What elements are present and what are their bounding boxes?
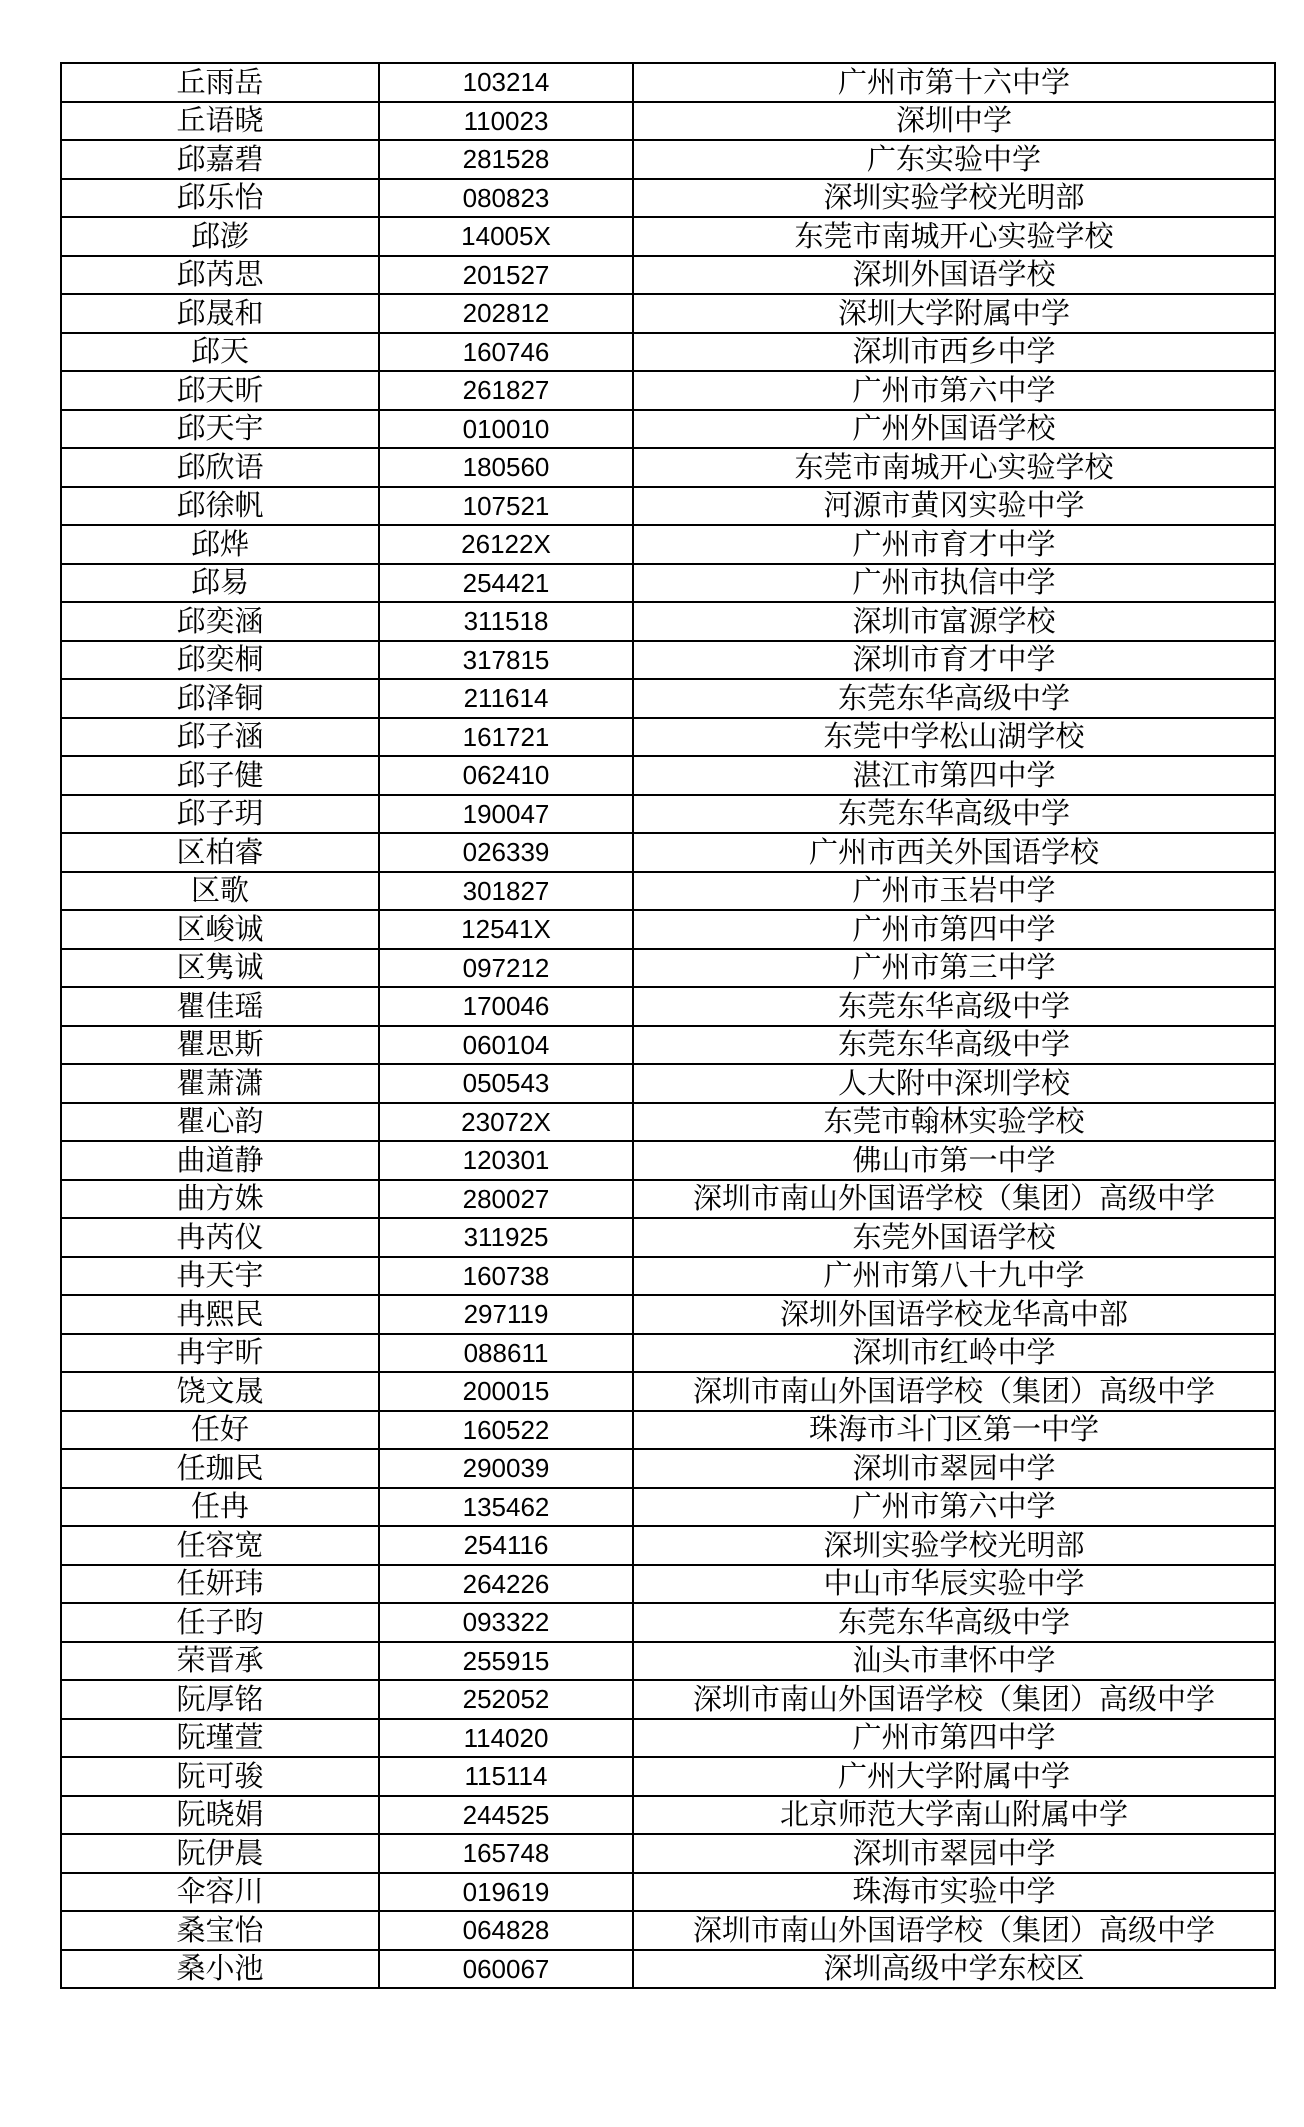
- student-id-cell: 165748: [379, 1834, 633, 1873]
- table-row: [61, 333, 1275, 372]
- student-name-cell: 任容宽: [61, 1526, 379, 1565]
- school-name-cell: 深圳高级中学东校区: [633, 1950, 1275, 1989]
- school-name-cell: 东莞东华高级中学: [633, 987, 1275, 1026]
- table-row: [61, 1180, 1275, 1219]
- table-row: [61, 949, 1275, 988]
- school-name-cell: 东莞外国语学校: [633, 1218, 1275, 1257]
- table-row: [61, 564, 1275, 603]
- table-row: [61, 1218, 1275, 1257]
- school-name-cell: 广州市第四中学: [633, 910, 1275, 949]
- school-name-cell: 深圳市翠园中学: [633, 1449, 1275, 1488]
- student-name-cell: 区歌: [61, 872, 379, 911]
- school-name-cell: 汕头市聿怀中学: [633, 1642, 1275, 1681]
- student-name-cell: 邱澎: [61, 217, 379, 256]
- school-name-cell: 广州市玉岩中学: [633, 872, 1275, 911]
- table-row: [61, 448, 1275, 487]
- school-name-cell: 东莞东华高级中学: [633, 1603, 1275, 1642]
- school-name-cell: 深圳实验学校光明部: [633, 1526, 1275, 1565]
- table-row: [61, 217, 1275, 256]
- school-name-cell: 深圳实验学校光明部: [633, 179, 1275, 218]
- student-name-cell: 任冉: [61, 1488, 379, 1527]
- table-row: [61, 1064, 1275, 1103]
- table-row: [61, 1295, 1275, 1334]
- student-name-cell: 邱欣语: [61, 448, 379, 487]
- student-id-cell: 050543: [379, 1064, 633, 1103]
- table-row: [61, 1950, 1275, 1989]
- school-name-cell: 广州市西关外国语学校: [633, 833, 1275, 872]
- school-name-cell: 人大附中深圳学校: [633, 1064, 1275, 1103]
- student-roster-table: [60, 62, 1276, 1989]
- student-id-cell: 110023: [379, 102, 633, 141]
- school-name-cell: 广州市第三中学: [633, 949, 1275, 988]
- student-id-cell: 060067: [379, 1950, 633, 1989]
- school-name-cell: 深圳大学附属中学: [633, 294, 1275, 333]
- table-row: [61, 910, 1275, 949]
- student-id-cell: 135462: [379, 1488, 633, 1527]
- school-name-cell: 深圳市红岭中学: [633, 1334, 1275, 1373]
- school-name-cell: 广州市第八十九中学: [633, 1257, 1275, 1296]
- student-id-cell: 12541X: [379, 910, 633, 949]
- student-name-cell: 冉芮仪: [61, 1218, 379, 1257]
- student-id-cell: 255915: [379, 1642, 633, 1681]
- document-page: [60, 62, 1274, 1989]
- school-name-cell: 东莞中学松山湖学校: [633, 718, 1275, 757]
- student-id-cell: 14005X: [379, 217, 633, 256]
- table-row: [61, 179, 1275, 218]
- student-id-cell: 180560: [379, 448, 633, 487]
- table-row: [61, 1372, 1275, 1411]
- school-name-cell: 东莞东华高级中学: [633, 679, 1275, 718]
- school-name-cell: 东莞东华高级中学: [633, 1026, 1275, 1065]
- table-row: [61, 1757, 1275, 1796]
- table-row: [61, 1257, 1275, 1296]
- student-name-cell: 瞿思斯: [61, 1026, 379, 1065]
- student-id-cell: 301827: [379, 872, 633, 911]
- student-id-cell: 026339: [379, 833, 633, 872]
- student-name-cell: 邱晟和: [61, 294, 379, 333]
- student-name-cell: 阮瑾萱: [61, 1719, 379, 1758]
- school-name-cell: 广州市第六中学: [633, 1488, 1275, 1527]
- student-id-cell: 290039: [379, 1449, 633, 1488]
- school-name-cell: 珠海市斗门区第一中学: [633, 1411, 1275, 1450]
- table-row: [61, 1026, 1275, 1065]
- table-row: [61, 1526, 1275, 1565]
- school-name-cell: 广州市育才中学: [633, 525, 1275, 564]
- student-name-cell: 曲道静: [61, 1141, 379, 1180]
- student-id-cell: 254116: [379, 1526, 633, 1565]
- student-name-cell: 伞容川: [61, 1873, 379, 1912]
- table-row: [61, 602, 1275, 641]
- school-name-cell: 珠海市实验中学: [633, 1873, 1275, 1912]
- student-name-cell: 瞿萧潇: [61, 1064, 379, 1103]
- student-name-cell: 桑宝怡: [61, 1911, 379, 1950]
- table-row: [61, 63, 1275, 102]
- student-id-cell: 170046: [379, 987, 633, 1026]
- school-name-cell: 深圳中学: [633, 102, 1275, 141]
- table-row: [61, 795, 1275, 834]
- table-row: [61, 256, 1275, 295]
- table-row: [61, 1411, 1275, 1450]
- student-name-cell: 桑小池: [61, 1950, 379, 1989]
- student-id-cell: 311925: [379, 1218, 633, 1257]
- table-row: [61, 294, 1275, 333]
- student-id-cell: 107521: [379, 487, 633, 526]
- roster-body: [61, 63, 1275, 1988]
- student-id-cell: 115114: [379, 1757, 633, 1796]
- student-name-cell: 邱泽铜: [61, 679, 379, 718]
- student-name-cell: 阮晓娟: [61, 1796, 379, 1835]
- school-name-cell: 深圳市南山外国语学校（集团）高级中学: [633, 1180, 1275, 1219]
- school-name-cell: 东莞市南城开心实验学校: [633, 217, 1275, 256]
- table-row: [61, 679, 1275, 718]
- school-name-cell: 广东实验中学: [633, 140, 1275, 179]
- table-row: [61, 487, 1275, 526]
- table-row: [61, 1796, 1275, 1835]
- student-id-cell: 202812: [379, 294, 633, 333]
- student-id-cell: 019619: [379, 1873, 633, 1912]
- school-name-cell: 深圳市南山外国语学校（集团）高级中学: [633, 1911, 1275, 1950]
- table-row: [61, 833, 1275, 872]
- student-id-cell: 093322: [379, 1603, 633, 1642]
- school-name-cell: 东莞东华高级中学: [633, 795, 1275, 834]
- student-name-cell: 邱奕涵: [61, 602, 379, 641]
- student-id-cell: 114020: [379, 1719, 633, 1758]
- school-name-cell: 深圳市富源学校: [633, 602, 1275, 641]
- student-id-cell: 103214: [379, 63, 633, 102]
- table-row: [61, 756, 1275, 795]
- student-id-cell: 190047: [379, 795, 633, 834]
- student-name-cell: 邱乐怡: [61, 179, 379, 218]
- student-name-cell: 丘语晓: [61, 102, 379, 141]
- student-name-cell: 阮可骏: [61, 1757, 379, 1796]
- student-id-cell: 060104: [379, 1026, 633, 1065]
- student-id-cell: 311518: [379, 602, 633, 641]
- student-name-cell: 冉宇昕: [61, 1334, 379, 1373]
- student-id-cell: 281528: [379, 140, 633, 179]
- school-name-cell: 东莞市南城开心实验学校: [633, 448, 1275, 487]
- student-name-cell: 冉天宇: [61, 1257, 379, 1296]
- table-row: [61, 371, 1275, 410]
- table-row: [61, 718, 1275, 757]
- student-id-cell: 160738: [379, 1257, 633, 1296]
- student-name-cell: 邱天宇: [61, 410, 379, 449]
- student-id-cell: 010010: [379, 410, 633, 449]
- student-name-cell: 饶文晟: [61, 1372, 379, 1411]
- table-row: [61, 987, 1275, 1026]
- student-name-cell: 瞿心韵: [61, 1103, 379, 1142]
- student-id-cell: 161721: [379, 718, 633, 757]
- table-row: [61, 1680, 1275, 1719]
- student-id-cell: 120301: [379, 1141, 633, 1180]
- student-id-cell: 254421: [379, 564, 633, 603]
- student-name-cell: 曲方姝: [61, 1180, 379, 1219]
- table-row: [61, 1141, 1275, 1180]
- student-name-cell: 荣晋承: [61, 1642, 379, 1681]
- school-name-cell: 广州市执信中学: [633, 564, 1275, 603]
- school-name-cell: 湛江市第四中学: [633, 756, 1275, 795]
- student-name-cell: 邱子玥: [61, 795, 379, 834]
- school-name-cell: 广州市第十六中学: [633, 63, 1275, 102]
- table-row: [61, 1911, 1275, 1950]
- student-id-cell: 062410: [379, 756, 633, 795]
- student-id-cell: 261827: [379, 371, 633, 410]
- student-name-cell: 邱芮思: [61, 256, 379, 295]
- student-id-cell: 080823: [379, 179, 633, 218]
- student-id-cell: 297119: [379, 1295, 633, 1334]
- table-row: [61, 1834, 1275, 1873]
- student-name-cell: 邱天: [61, 333, 379, 372]
- school-name-cell: 广州市第四中学: [633, 1719, 1275, 1758]
- student-id-cell: 264226: [379, 1565, 633, 1604]
- school-name-cell: 深圳市西乡中学: [633, 333, 1275, 372]
- student-name-cell: 任好: [61, 1411, 379, 1450]
- student-name-cell: 邱烨: [61, 525, 379, 564]
- student-name-cell: 区峻诚: [61, 910, 379, 949]
- student-name-cell: 邱嘉碧: [61, 140, 379, 179]
- student-id-cell: 097212: [379, 949, 633, 988]
- table-row: [61, 1488, 1275, 1527]
- school-name-cell: 深圳市翠园中学: [633, 1834, 1275, 1873]
- table-row: [61, 1334, 1275, 1373]
- school-name-cell: 广州大学附属中学: [633, 1757, 1275, 1796]
- student-id-cell: 23072X: [379, 1103, 633, 1142]
- school-name-cell: 深圳外国语学校: [633, 256, 1275, 295]
- table-row: [61, 1603, 1275, 1642]
- school-name-cell: 河源市黄冈实验中学: [633, 487, 1275, 526]
- school-name-cell: 深圳市育才中学: [633, 641, 1275, 680]
- school-name-cell: 深圳市南山外国语学校（集团）高级中学: [633, 1372, 1275, 1411]
- student-name-cell: 阮厚铭: [61, 1680, 379, 1719]
- student-name-cell: 阮伊晨: [61, 1834, 379, 1873]
- table-row: [61, 1103, 1275, 1142]
- table-row: [61, 641, 1275, 680]
- student-name-cell: 邱天昕: [61, 371, 379, 410]
- school-name-cell: 东莞市翰林实验学校: [633, 1103, 1275, 1142]
- student-name-cell: 丘雨岳: [61, 63, 379, 102]
- school-name-cell: 广州市第六中学: [633, 371, 1275, 410]
- student-id-cell: 064828: [379, 1911, 633, 1950]
- student-name-cell: 任子昀: [61, 1603, 379, 1642]
- table-row: [61, 872, 1275, 911]
- student-name-cell: 邱徐帆: [61, 487, 379, 526]
- table-row: [61, 1719, 1275, 1758]
- student-name-cell: 任珈民: [61, 1449, 379, 1488]
- student-id-cell: 160522: [379, 1411, 633, 1450]
- student-id-cell: 201527: [379, 256, 633, 295]
- school-name-cell: 佛山市第一中学: [633, 1141, 1275, 1180]
- student-id-cell: 26122X: [379, 525, 633, 564]
- table-row: [61, 1449, 1275, 1488]
- student-name-cell: 区柏睿: [61, 833, 379, 872]
- table-row: [61, 1565, 1275, 1604]
- school-name-cell: 中山市华辰实验中学: [633, 1565, 1275, 1604]
- student-name-cell: 邱易: [61, 564, 379, 603]
- student-id-cell: 211614: [379, 679, 633, 718]
- student-id-cell: 160746: [379, 333, 633, 372]
- table-row: [61, 102, 1275, 141]
- school-name-cell: 北京师范大学南山附属中学: [633, 1796, 1275, 1835]
- student-name-cell: 邱子涵: [61, 718, 379, 757]
- table-row: [61, 140, 1275, 179]
- table-row: [61, 1873, 1275, 1912]
- school-name-cell: 广州外国语学校: [633, 410, 1275, 449]
- student-id-cell: 317815: [379, 641, 633, 680]
- student-id-cell: 252052: [379, 1680, 633, 1719]
- student-id-cell: 280027: [379, 1180, 633, 1219]
- table-row: [61, 1642, 1275, 1681]
- school-name-cell: 深圳外国语学校龙华高中部: [633, 1295, 1275, 1334]
- student-id-cell: 244525: [379, 1796, 633, 1835]
- student-name-cell: 任妍玮: [61, 1565, 379, 1604]
- table-row: [61, 410, 1275, 449]
- student-name-cell: 区隽诚: [61, 949, 379, 988]
- student-name-cell: 邱奕桐: [61, 641, 379, 680]
- student-id-cell: 200015: [379, 1372, 633, 1411]
- student-name-cell: 瞿佳瑶: [61, 987, 379, 1026]
- student-name-cell: 邱子健: [61, 756, 379, 795]
- student-id-cell: 088611: [379, 1334, 633, 1373]
- student-name-cell: 冉熙民: [61, 1295, 379, 1334]
- school-name-cell: 深圳市南山外国语学校（集团）高级中学: [633, 1680, 1275, 1719]
- table-row: [61, 525, 1275, 564]
